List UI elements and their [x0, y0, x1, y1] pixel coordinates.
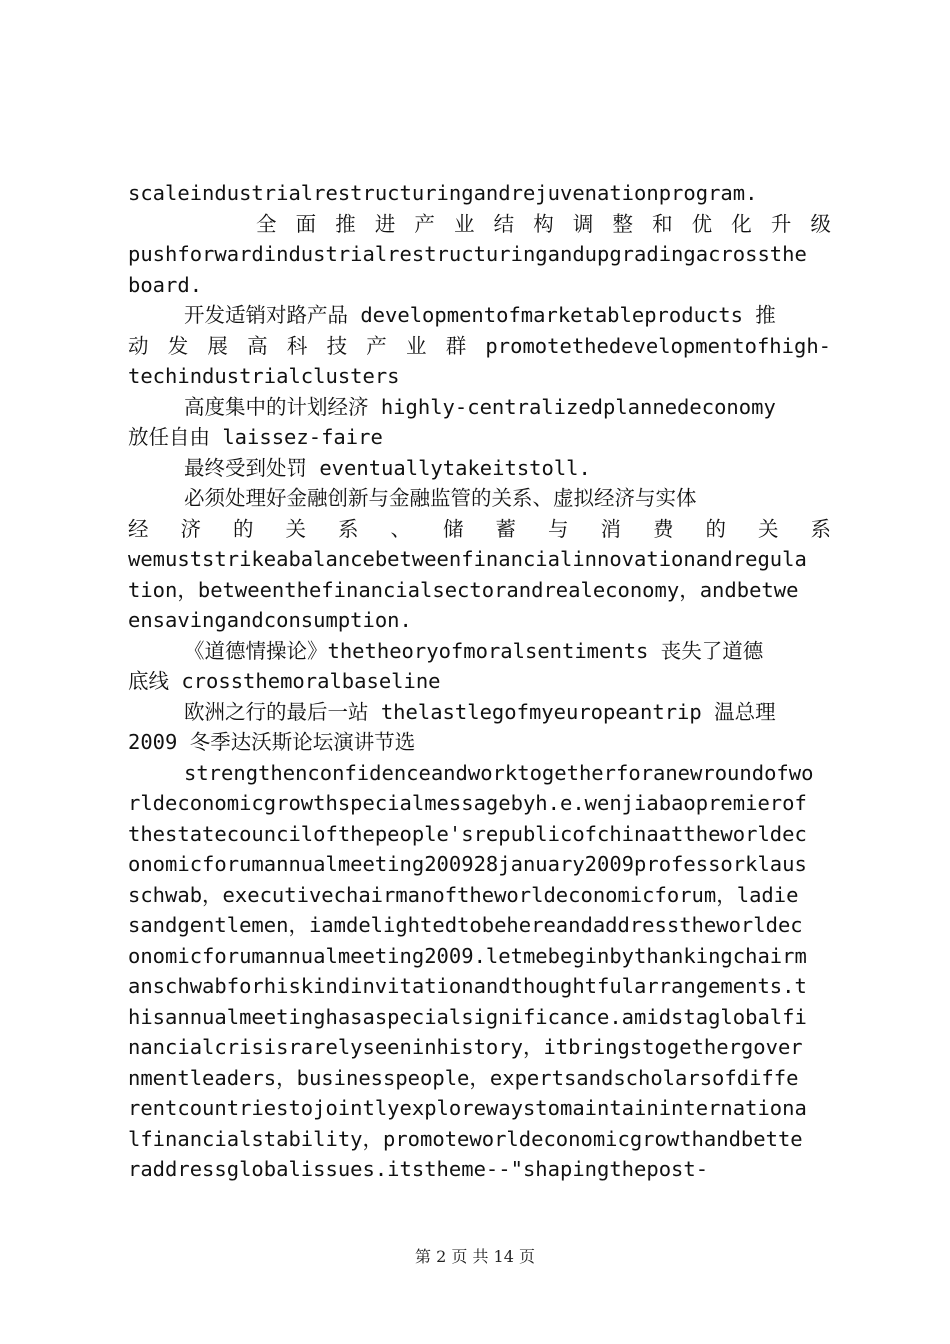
- text-line: 必须处理好金融创新与金融监管的关系、虚拟经济与实体: [184, 486, 697, 510]
- text-line: onomicforumannualmeeting200928january2009professorklaus: [128, 852, 807, 876]
- text-line: rldeconomicgrowthspecialmessagebyh.e.wenjiabaopremierof: [128, 791, 807, 815]
- text-line: onomicforumannualmeeting2009.letmebeginbythankingchairm: [128, 943, 807, 968]
- text-line: 开发适销对路产品 developmentofmarketableproducts 推: [184, 303, 776, 327]
- text-line: 欧洲之行的最后一站 thelastlegofmyeuropeantrip 温总理: [184, 699, 776, 724]
- text-line: strengthenconfidenceandworktogetherforanewroundofwo: [184, 760, 814, 785]
- text-line: sandgentlemen，iamdelightedtobehereandaddresstheworldec: [128, 913, 803, 937]
- document-body: [128, 178, 831, 1185]
- text-line: nancialcrisisrarelyseeninhistory，itbringstogethergover: [128, 1035, 803, 1059]
- text-line: ensavingandconsumption.: [128, 608, 412, 632]
- text-line: anschwabforhiskindinvitationandthoughtfularrangements.t: [128, 974, 807, 998]
- text-line: 《道德情操论》thetheoryofmoralsentiments 丧失了道德: [184, 638, 764, 663]
- page-footer: [0, 1244, 950, 1267]
- text-line: tion，betweenthefinancialsectorandrealeconomy，andbetwe: [128, 577, 799, 602]
- text-line: lfinancialstability，promoteworldeconomicgrowthandbette: [128, 1126, 803, 1151]
- text-line: wemuststrikeabalancebetweenfinancialinnovationandregula: [128, 547, 807, 571]
- text-line: 最终受到处罚 eventuallytakeitstoll.: [184, 455, 591, 480]
- text-line: hisannualmeetinghasaspecialsignificance.amidstaglobalfi: [128, 1004, 807, 1029]
- text-line: 全 面 推 进 产 业 结 构 调 整 和 优 化 升 级: [256, 211, 831, 236]
- text-line: schwab，executivechairmanoftheworldeconomicforum，ladie: [128, 882, 799, 907]
- text-line: scaleindustrialrestructuringandrejuvenationprogram.: [128, 181, 758, 205]
- text-line: techindustrialclusters: [128, 364, 400, 388]
- text-line: thestatecouncilofthepeople'srepublicofchinaattheworldec: [128, 821, 807, 846]
- page-number-label: 第 2 页 共 14 页: [415, 1247, 535, 1266]
- text-line: 经 济 的 关 系 、 储 蓄 与 消 费 的 关 系: [128, 516, 831, 541]
- text-line: 高度集中的计划经济 highly-centralizedplannedeconomy: [184, 394, 776, 419]
- text-line: 2009 冬季达沃斯论坛演讲节选: [128, 730, 416, 754]
- text-line: board.: [128, 272, 203, 297]
- text-line: 放任自由 laissez-faire: [128, 425, 383, 449]
- text-line: nmentleaders，businesspeople，expertsandscholarsofdiffe: [128, 1065, 799, 1090]
- text-line: pushforwardindustrialrestructuringandupgradingacrossthe: [128, 242, 807, 266]
- text-line: rentcountriestojointlyexplorewaystomaintaininternationa: [128, 1096, 807, 1120]
- text-line: 底线 crossthemoralbaseline: [128, 669, 441, 693]
- text-line: raddressglobalissues.itstheme--"shapingthepost-: [128, 1157, 709, 1181]
- text-line: 动 发 展 高 科 技 产 业 群 promotethedevelopmentofhigh-: [128, 333, 831, 358]
